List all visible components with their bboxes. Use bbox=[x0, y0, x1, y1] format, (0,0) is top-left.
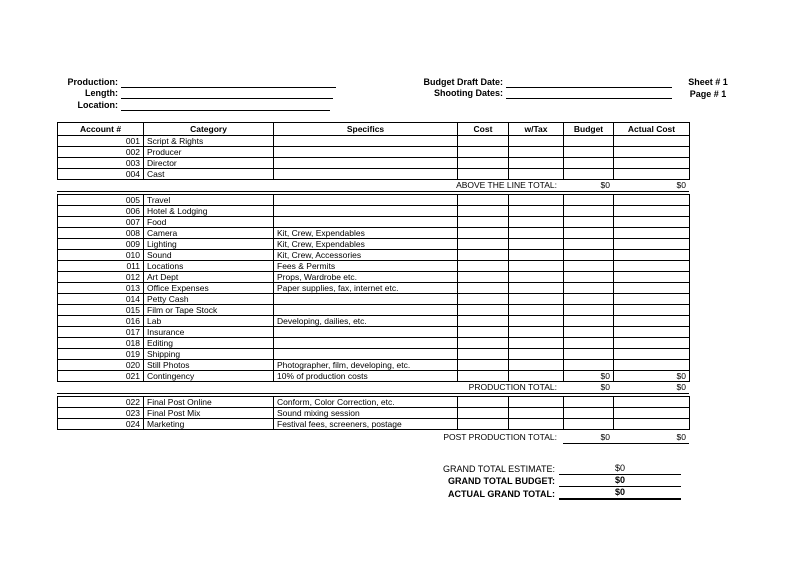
table-row bbox=[58, 169, 690, 180]
budget-draft-date-field bbox=[420, 76, 672, 88]
actual-cost-cell bbox=[614, 228, 690, 239]
production-total-label: PRODUCTION TOTAL: bbox=[468, 382, 557, 392]
wtax-cell bbox=[509, 228, 564, 239]
cost-cell bbox=[458, 206, 509, 217]
actual-cost-cell bbox=[614, 360, 690, 371]
table-row bbox=[58, 316, 690, 327]
post-production-total-row bbox=[57, 431, 689, 444]
grand-total-estimate-value: $0 bbox=[559, 463, 681, 475]
cost-cell bbox=[458, 397, 509, 408]
category-cell: Editing bbox=[144, 338, 274, 349]
actual-cost-cell bbox=[614, 206, 690, 217]
account-cell: 003 bbox=[58, 158, 144, 169]
actual-cost-cell bbox=[614, 283, 690, 294]
specifics-cell bbox=[274, 349, 458, 360]
table-row bbox=[58, 136, 690, 147]
account-cell: 006 bbox=[58, 206, 144, 217]
cost-cell bbox=[458, 158, 509, 169]
specifics-cell: Props, Wardrobe etc. bbox=[274, 272, 458, 283]
actual-cost-cell bbox=[614, 250, 690, 261]
table-row bbox=[58, 239, 690, 250]
cost-cell bbox=[458, 305, 509, 316]
length-field-line bbox=[121, 89, 333, 99]
above-the-line-total-budget: $0 bbox=[600, 180, 610, 190]
budget-cell bbox=[564, 349, 614, 360]
length-field bbox=[62, 88, 336, 100]
cost-cell bbox=[458, 217, 509, 228]
shooting-dates-field-line bbox=[506, 89, 672, 99]
cost-cell bbox=[458, 261, 509, 272]
category-cell: Lab bbox=[144, 316, 274, 327]
actual-cost-cell bbox=[614, 316, 690, 327]
column-header-cost: Cost bbox=[458, 123, 509, 136]
actual-grand-total-row bbox=[57, 487, 681, 499]
column-header-actual-cost: Actual Cost bbox=[614, 123, 690, 136]
cost-cell bbox=[458, 169, 509, 180]
grand-totals-block bbox=[57, 463, 681, 500]
location-label: Location: bbox=[77, 99, 118, 110]
actual-cost-cell bbox=[614, 305, 690, 316]
category-cell: Final Post Online bbox=[144, 397, 274, 408]
cost-cell bbox=[458, 250, 509, 261]
account-cell: 011 bbox=[58, 261, 144, 272]
production-section bbox=[57, 194, 690, 382]
category-cell: Petty Cash bbox=[144, 294, 274, 305]
cost-cell bbox=[458, 136, 509, 147]
table-row bbox=[58, 283, 690, 294]
actual-cost-cell bbox=[614, 338, 690, 349]
account-cell: 014 bbox=[58, 294, 144, 305]
grand-total-estimate-label: GRAND TOTAL ESTIMATE: bbox=[442, 464, 555, 475]
table-row bbox=[58, 327, 690, 338]
table-row bbox=[58, 371, 690, 382]
budget-cell bbox=[564, 338, 614, 349]
specifics-cell: Fees & Permits bbox=[274, 261, 458, 272]
wtax-cell bbox=[509, 327, 564, 338]
table-row bbox=[58, 338, 690, 349]
specifics-cell: Developing, dailies, etc. bbox=[274, 316, 458, 327]
wtax-cell bbox=[509, 338, 564, 349]
category-cell: Lighting bbox=[144, 239, 274, 250]
specifics-cell bbox=[274, 294, 458, 305]
post-production-total-label: POST PRODUCTION TOTAL: bbox=[443, 432, 557, 442]
account-cell: 019 bbox=[58, 349, 144, 360]
account-cell: 009 bbox=[58, 239, 144, 250]
grand-total-budget-value: $0 bbox=[559, 475, 681, 487]
cost-cell bbox=[458, 272, 509, 283]
wtax-cell bbox=[509, 316, 564, 327]
table-row bbox=[58, 419, 690, 430]
post-production-total-values bbox=[563, 431, 689, 444]
budget-cell bbox=[564, 419, 614, 430]
category-cell: Shipping bbox=[144, 349, 274, 360]
budget-cell bbox=[564, 305, 614, 316]
cost-cell bbox=[458, 349, 509, 360]
category-cell: Locations bbox=[144, 261, 274, 272]
location-field bbox=[62, 99, 336, 111]
specifics-cell bbox=[274, 147, 458, 158]
account-cell: 020 bbox=[58, 360, 144, 371]
account-cell: 023 bbox=[58, 408, 144, 419]
specifics-cell: Festival fees, screeners, postage bbox=[274, 419, 458, 430]
wtax-cell bbox=[509, 397, 564, 408]
table-row bbox=[58, 217, 690, 228]
table-row bbox=[58, 349, 690, 360]
specifics-cell: 10% of production costs bbox=[274, 371, 458, 382]
category-cell: Producer bbox=[144, 147, 274, 158]
wtax-cell bbox=[509, 272, 564, 283]
budget-draft-date-label: Budget Draft Date: bbox=[423, 76, 503, 87]
sheet-page-numbers bbox=[683, 77, 733, 100]
specifics-cell: Paper supplies, fax, internet etc. bbox=[274, 283, 458, 294]
category-cell: Office Expenses bbox=[144, 283, 274, 294]
cost-cell bbox=[458, 316, 509, 327]
actual-cost-cell bbox=[614, 239, 690, 250]
category-cell: Hotel & Lodging bbox=[144, 206, 274, 217]
specifics-cell bbox=[274, 136, 458, 147]
actual-cost-cell bbox=[614, 294, 690, 305]
actual-cost-cell bbox=[614, 419, 690, 430]
account-cell: 007 bbox=[58, 217, 144, 228]
budget-cell bbox=[564, 360, 614, 371]
wtax-cell bbox=[509, 206, 564, 217]
category-cell: Sound bbox=[144, 250, 274, 261]
actual-cost-cell bbox=[614, 195, 690, 206]
budget-draft-date-field-line bbox=[506, 78, 672, 88]
specifics-cell bbox=[274, 327, 458, 338]
specifics-cell bbox=[274, 169, 458, 180]
wtax-cell bbox=[509, 217, 564, 228]
cost-cell bbox=[458, 228, 509, 239]
wtax-cell bbox=[509, 349, 564, 360]
actual-cost-cell: $0 bbox=[614, 371, 690, 382]
wtax-cell bbox=[509, 261, 564, 272]
actual-cost-cell bbox=[614, 158, 690, 169]
actual-cost-cell bbox=[614, 327, 690, 338]
wtax-cell bbox=[509, 294, 564, 305]
actual-cost-cell bbox=[614, 408, 690, 419]
category-cell: Insurance bbox=[144, 327, 274, 338]
budget-cell: $0 bbox=[564, 371, 614, 382]
specifics-cell bbox=[274, 195, 458, 206]
actual-cost-cell bbox=[614, 147, 690, 158]
budget-table bbox=[57, 122, 689, 444]
shooting-dates-field bbox=[420, 88, 672, 100]
specifics-cell bbox=[274, 305, 458, 316]
column-header-account: Account # bbox=[58, 123, 144, 136]
account-cell: 002 bbox=[58, 147, 144, 158]
column-header-wtax: w/Tax bbox=[509, 123, 564, 136]
category-cell: Script & Rights bbox=[144, 136, 274, 147]
specifics-cell: Kit, Crew, Expendables bbox=[274, 239, 458, 250]
account-cell: 024 bbox=[58, 419, 144, 430]
category-cell: Still Photos bbox=[144, 360, 274, 371]
wtax-cell bbox=[509, 360, 564, 371]
wtax-cell bbox=[509, 169, 564, 180]
account-cell: 021 bbox=[58, 371, 144, 382]
specifics-cell: Sound mixing session bbox=[274, 408, 458, 419]
account-cell: 001 bbox=[58, 136, 144, 147]
table-row bbox=[58, 294, 690, 305]
budget-cell bbox=[564, 397, 614, 408]
location-field-line bbox=[121, 101, 330, 111]
budget-cell bbox=[564, 408, 614, 419]
header-left-fields bbox=[62, 76, 336, 111]
table-row bbox=[58, 397, 690, 408]
grand-total-budget-label: GRAND TOTAL BUDGET: bbox=[448, 476, 555, 487]
budget-cell bbox=[564, 316, 614, 327]
actual-grand-total-label: ACTUAL GRAND TOTAL: bbox=[448, 488, 555, 499]
budget-cell bbox=[564, 327, 614, 338]
actual-grand-total-value: $0 bbox=[559, 487, 681, 500]
production-label: Production: bbox=[67, 76, 118, 87]
cost-cell bbox=[458, 283, 509, 294]
specifics-cell: Conform, Color Correction, etc. bbox=[274, 397, 458, 408]
table-row bbox=[58, 360, 690, 371]
cost-cell bbox=[458, 327, 509, 338]
production-field bbox=[62, 76, 336, 88]
post-production-total-budget: $0 bbox=[600, 432, 610, 442]
budget-cell bbox=[564, 169, 614, 180]
page-number: Page # 1 bbox=[689, 88, 727, 99]
above-the-line-section bbox=[57, 122, 690, 180]
cost-cell bbox=[458, 419, 509, 430]
table-row bbox=[58, 195, 690, 206]
specifics-cell bbox=[274, 206, 458, 217]
specifics-cell: Photographer, film, developing, etc. bbox=[274, 360, 458, 371]
specifics-cell bbox=[274, 217, 458, 228]
budget-cell bbox=[564, 294, 614, 305]
budget-cell bbox=[564, 228, 614, 239]
table-row bbox=[58, 272, 690, 283]
column-header-specifics: Specifics bbox=[274, 123, 458, 136]
category-cell: Final Post Mix bbox=[144, 408, 274, 419]
table-header-row bbox=[58, 123, 690, 136]
production-field-line bbox=[121, 78, 336, 88]
actual-cost-cell bbox=[614, 272, 690, 283]
specifics-cell bbox=[274, 158, 458, 169]
table-row bbox=[58, 158, 690, 169]
category-cell: Art Dept bbox=[144, 272, 274, 283]
post-production-section bbox=[57, 396, 690, 430]
budget-cell bbox=[564, 261, 614, 272]
wtax-cell bbox=[509, 239, 564, 250]
table-row bbox=[58, 250, 690, 261]
wtax-cell bbox=[509, 158, 564, 169]
category-cell: Food bbox=[144, 217, 274, 228]
wtax-cell bbox=[509, 305, 564, 316]
specifics-cell: Kit, Crew, Expendables bbox=[274, 228, 458, 239]
budget-cell bbox=[564, 158, 614, 169]
account-cell: 022 bbox=[58, 397, 144, 408]
actual-cost-cell bbox=[614, 397, 690, 408]
wtax-cell bbox=[509, 147, 564, 158]
account-cell: 010 bbox=[58, 250, 144, 261]
table-row bbox=[58, 261, 690, 272]
header-right-fields bbox=[420, 76, 672, 99]
table-row bbox=[58, 147, 690, 158]
wtax-cell bbox=[509, 408, 564, 419]
account-cell: 004 bbox=[58, 169, 144, 180]
cost-cell bbox=[458, 408, 509, 419]
sheet-number: Sheet # 1 bbox=[688, 77, 728, 87]
account-cell: 008 bbox=[58, 228, 144, 239]
budget-cell bbox=[564, 283, 614, 294]
budget-cell bbox=[564, 239, 614, 250]
cost-cell bbox=[458, 294, 509, 305]
actual-cost-cell bbox=[614, 136, 690, 147]
account-cell: 005 bbox=[58, 195, 144, 206]
cost-cell bbox=[458, 360, 509, 371]
actual-cost-cell bbox=[614, 169, 690, 180]
column-header-budget: Budget bbox=[564, 123, 614, 136]
category-cell: Camera bbox=[144, 228, 274, 239]
account-cell: 018 bbox=[58, 338, 144, 349]
category-cell: Cast bbox=[144, 169, 274, 180]
category-cell: Film or Tape Stock bbox=[144, 305, 274, 316]
wtax-cell bbox=[509, 250, 564, 261]
wtax-cell bbox=[509, 136, 564, 147]
budget-cell bbox=[564, 272, 614, 283]
category-cell: Marketing bbox=[144, 419, 274, 430]
actual-cost-cell bbox=[614, 349, 690, 360]
budget-cell bbox=[564, 195, 614, 206]
above-the-line-total-row bbox=[57, 180, 689, 192]
wtax-cell bbox=[509, 195, 564, 206]
above-the-line-total-label: ABOVE THE LINE TOTAL: bbox=[456, 180, 557, 190]
production-total-actual: $0 bbox=[676, 382, 686, 392]
production-total-row bbox=[57, 382, 689, 394]
category-cell: Travel bbox=[144, 195, 274, 206]
post-production-total-actual: $0 bbox=[676, 432, 686, 442]
category-cell: Director bbox=[144, 158, 274, 169]
table-row bbox=[58, 305, 690, 316]
cost-cell bbox=[458, 195, 509, 206]
budget-cell bbox=[564, 206, 614, 217]
above-the-line-total-actual: $0 bbox=[676, 180, 686, 190]
budget-cell bbox=[564, 250, 614, 261]
table-row bbox=[58, 228, 690, 239]
account-cell: 017 bbox=[58, 327, 144, 338]
length-label: Length: bbox=[85, 88, 118, 98]
account-cell: 015 bbox=[58, 305, 144, 316]
wtax-cell bbox=[509, 419, 564, 430]
wtax-cell bbox=[509, 371, 564, 382]
table-row bbox=[58, 206, 690, 217]
table-row bbox=[58, 408, 690, 419]
grand-total-estimate-row bbox=[57, 463, 681, 475]
budget-cell bbox=[564, 147, 614, 158]
specifics-cell bbox=[274, 338, 458, 349]
cost-cell bbox=[458, 338, 509, 349]
column-header-category: Category bbox=[144, 123, 274, 136]
grand-total-budget-row bbox=[57, 475, 681, 487]
account-cell: 016 bbox=[58, 316, 144, 327]
specifics-cell: Kit, Crew, Accessories bbox=[274, 250, 458, 261]
shooting-dates-label: Shooting Dates: bbox=[434, 88, 503, 98]
cost-cell bbox=[458, 371, 509, 382]
account-cell: 012 bbox=[58, 272, 144, 283]
wtax-cell bbox=[509, 283, 564, 294]
cost-cell bbox=[458, 239, 509, 250]
production-total-budget: $0 bbox=[600, 382, 610, 392]
budget-cell bbox=[564, 217, 614, 228]
actual-cost-cell bbox=[614, 261, 690, 272]
budget-cell bbox=[564, 136, 614, 147]
account-cell: 013 bbox=[58, 283, 144, 294]
cost-cell bbox=[458, 147, 509, 158]
actual-cost-cell bbox=[614, 217, 690, 228]
category-cell: Contingency bbox=[144, 371, 274, 382]
